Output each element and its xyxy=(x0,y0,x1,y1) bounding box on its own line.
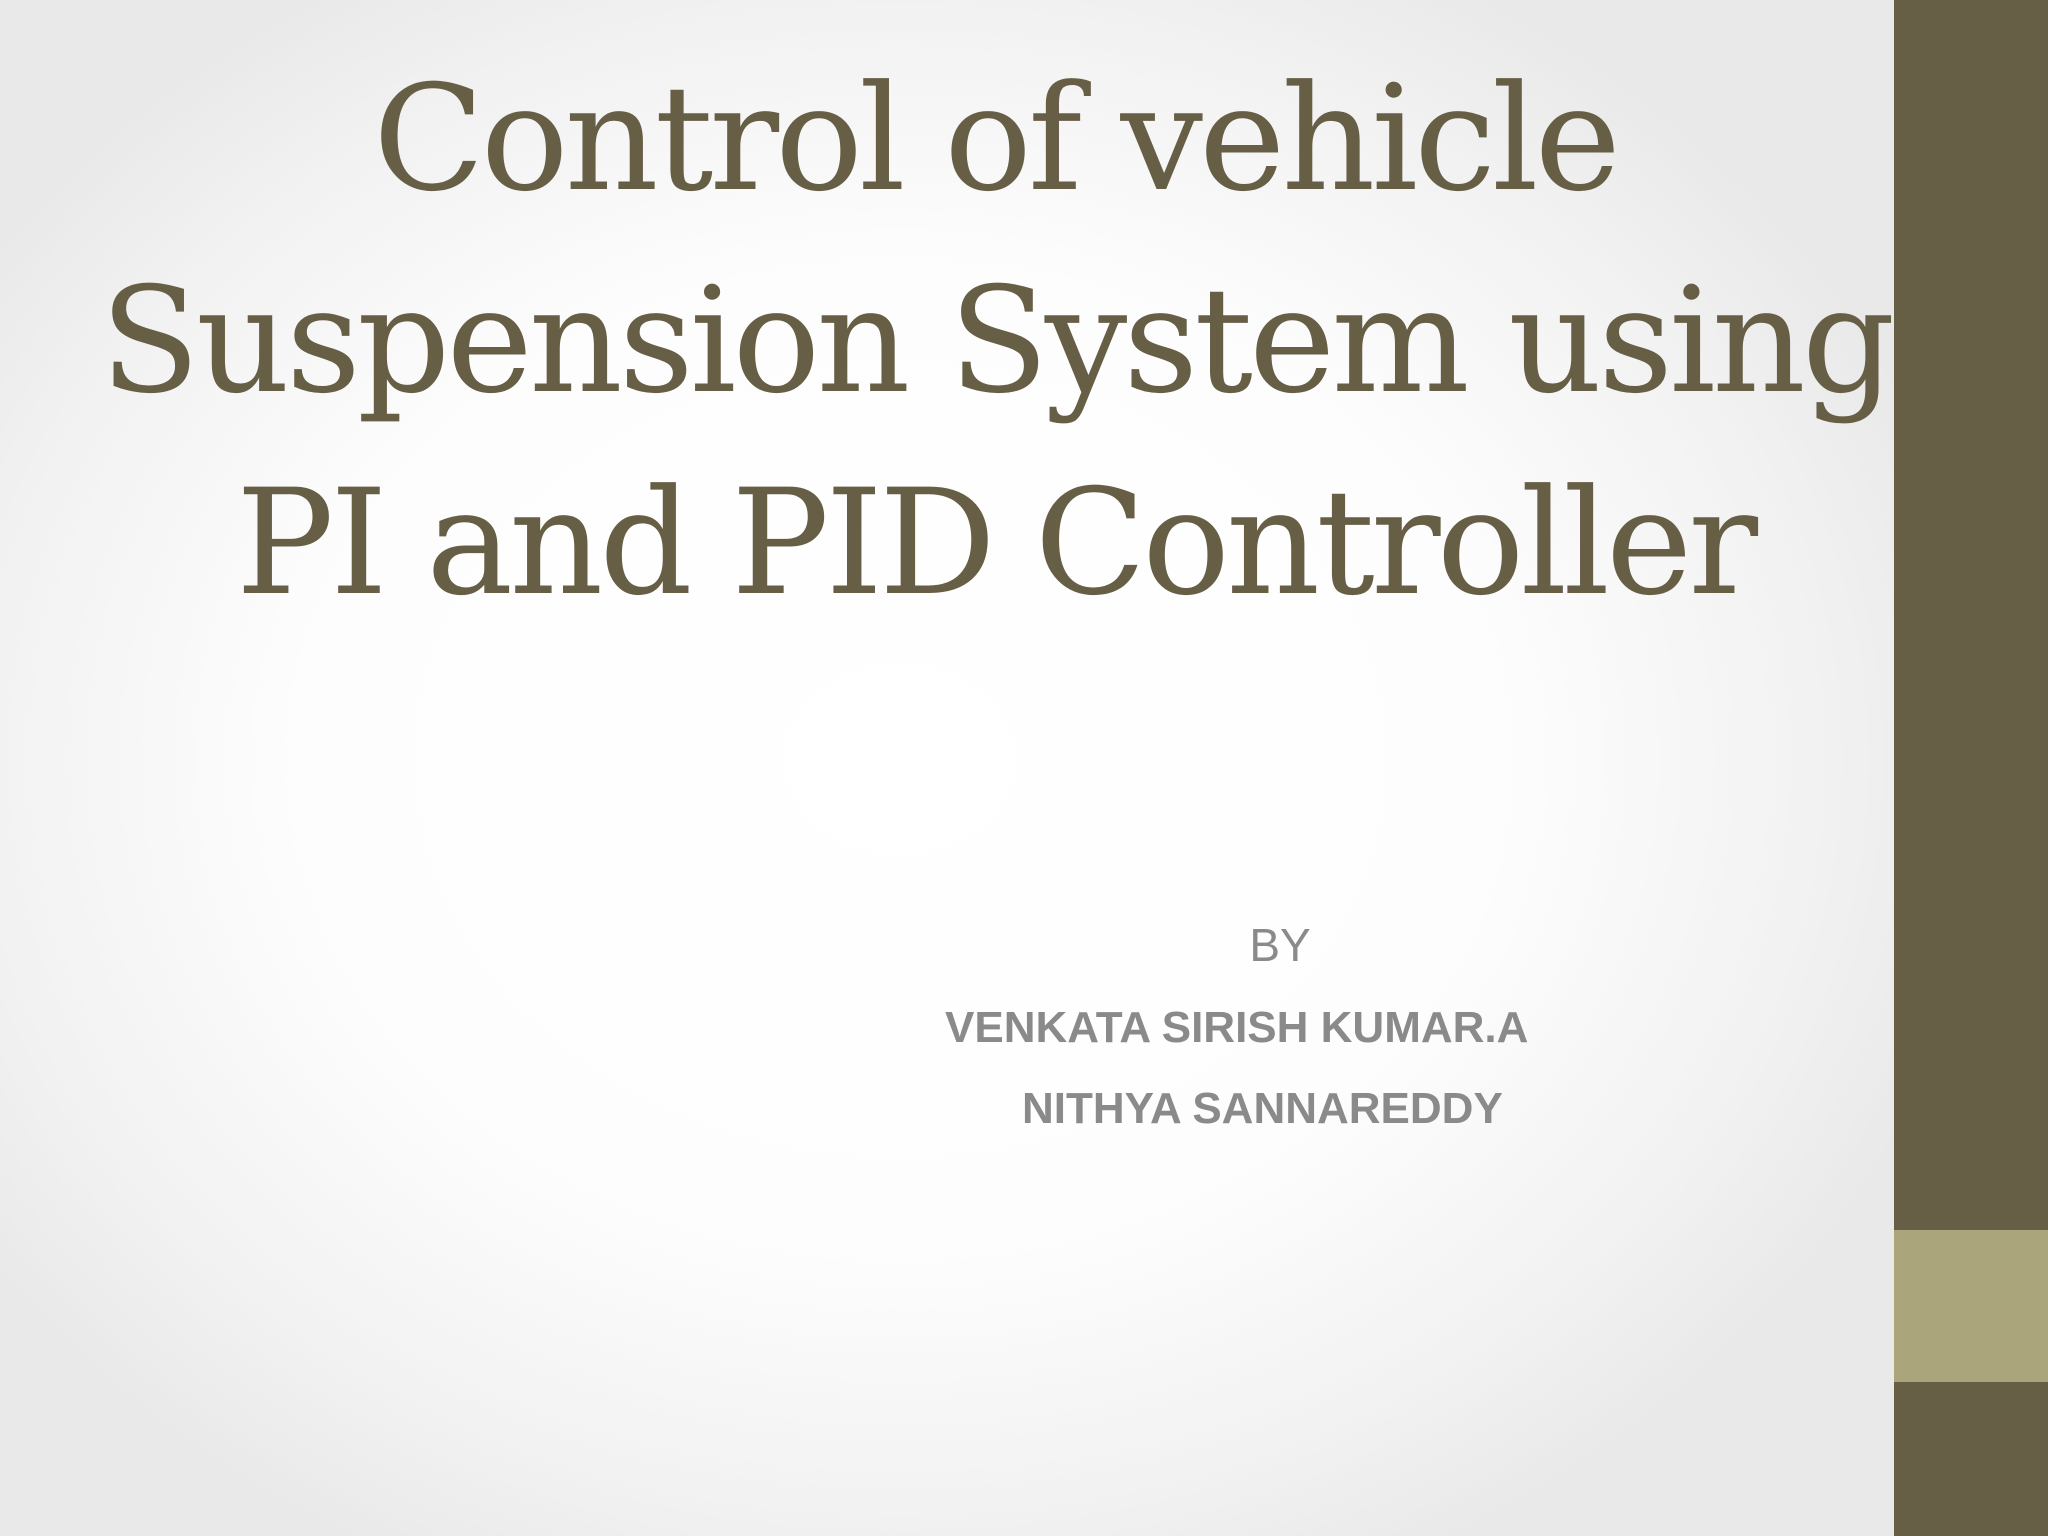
byline: BY xyxy=(1249,919,1311,971)
title-line-1: Control of vehicle xyxy=(373,54,1617,224)
title-line-2: Suspension System using xyxy=(100,256,1892,426)
title-line-3: PI and PID Controller xyxy=(235,458,1755,628)
author-name: VENKATA SIRISH KUMAR.A xyxy=(945,1003,1529,1052)
slide-title xyxy=(100,38,1890,644)
author-name: NITHYA SANNAREDDY xyxy=(1022,1084,1503,1133)
right-side-bar-accent xyxy=(1894,1230,2048,1382)
